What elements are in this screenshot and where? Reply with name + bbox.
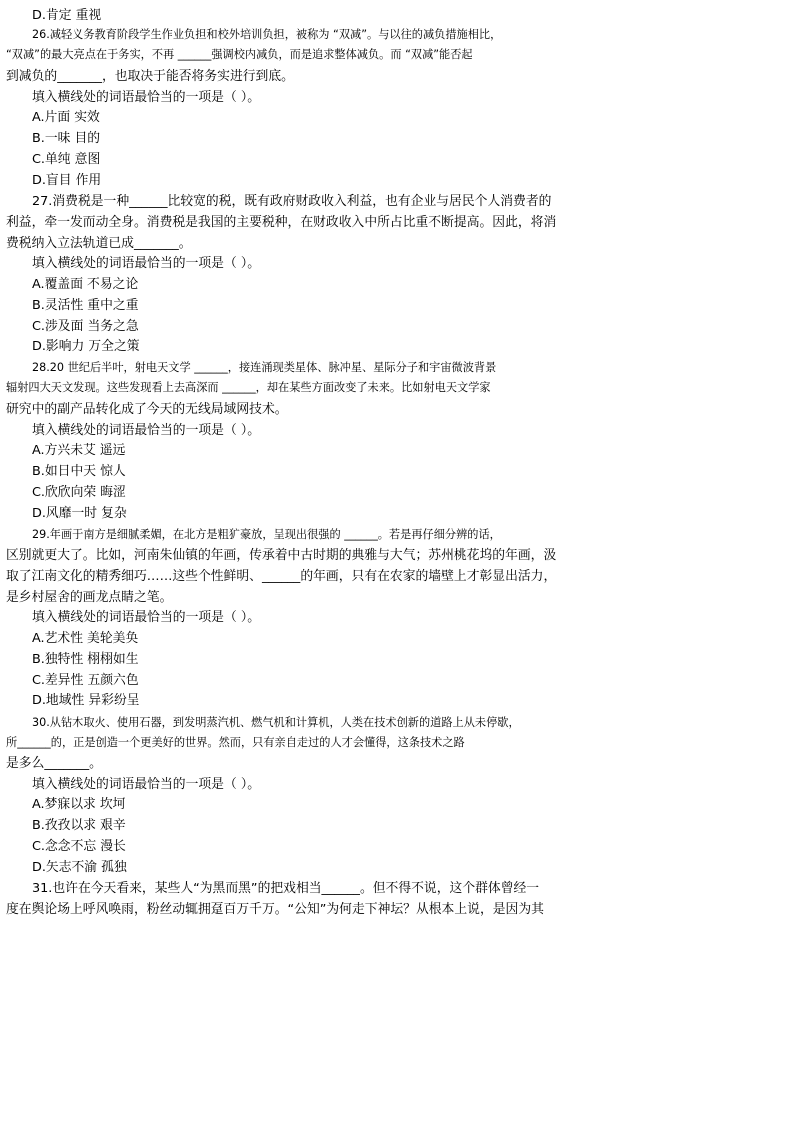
text-line: 辐射四大天文发现。这些发现看上去高深而 ______，却在某些方面改变了未来。比如射电天文学家 bbox=[6, 381, 491, 394]
answer-option: C.欣欣向荣 晦涩 bbox=[32, 485, 126, 500]
question-stem: 29.年画于南方是细腻柔媚，在北方是粗犷豪放，呈现出很强的 ______。若是再仔细分辨的话， bbox=[32, 528, 501, 541]
answer-option: D.盲目 作用 bbox=[32, 173, 102, 188]
question-stem: 30.从钻木取火、使用石器，到发明蒸汽机、燃气机和计算机，人类在技术创新的道路上从未停歇， bbox=[32, 716, 520, 729]
question-prompt: 填入横线处的词语最恰当的一项是（ ）。 bbox=[32, 423, 261, 438]
answer-option: B.灵活性 重中之重 bbox=[32, 298, 139, 313]
answer-option: A.片面 实效 bbox=[32, 110, 100, 125]
answer-option: D.地域性 异彩纷呈 bbox=[32, 693, 140, 708]
question-prompt: 填入横线处的词语最恰当的一项是（ ）。 bbox=[32, 610, 261, 625]
text-line: 取了江南文化的精秀细巧……这些个性鲜明、______的年画，只有在农家的墙壁上才彰显出活力， bbox=[6, 569, 557, 584]
text-line: 是多么_______。 bbox=[6, 756, 102, 771]
question-stem: 31.也许在今天看来，某些人“为黑而黑”的把戏相当______。但不得不说，这个群体曾经一 bbox=[32, 881, 540, 896]
answer-option: A.艺术性 美轮美奂 bbox=[32, 631, 139, 646]
text-line: 研究中的副产品转化成了今天的无线局域网技术。 bbox=[6, 402, 288, 417]
answer-option: D.矢志不渝 孤独 bbox=[32, 860, 127, 875]
text-line: 是乡村屋舍的画龙点睛之笔。 bbox=[6, 590, 173, 605]
answer-option: B.如日中天 惊人 bbox=[32, 464, 126, 479]
answer-option: C.涉及面 当务之急 bbox=[32, 319, 139, 334]
answer-option: B.独特性 栩栩如生 bbox=[32, 652, 139, 667]
question-prompt: 填入横线处的词语最恰当的一项是（ ）。 bbox=[32, 90, 261, 105]
question-prompt: 填入横线处的词语最恰当的一项是（ ）。 bbox=[32, 777, 261, 792]
answer-option: D.影响力 万全之策 bbox=[32, 339, 140, 354]
text-line: 所______的，正是创造一个更美好的世界。然而，只有亲自走过的人才会懂得，这条技术之路 bbox=[6, 736, 465, 749]
answer-option: B.孜孜以求 艰辛 bbox=[32, 818, 126, 833]
answer-option: D.肯定 重视 bbox=[32, 8, 102, 23]
answer-option: A.方兴未艾 遥远 bbox=[32, 443, 126, 458]
question-prompt: 填入横线处的词语最恰当的一项是（ ）。 bbox=[32, 256, 261, 271]
answer-option: B.一味 目的 bbox=[32, 131, 101, 146]
question-stem: 27.消费税是一种______比较宽的税，既有政府财政收入利益，也有企业与居民个人消费者的 bbox=[32, 194, 552, 209]
question-stem: 28.20 世纪后半叶，射电天文学 ______，接连涌现类星体、脉冲星、星际分子和宇宙微波背景 bbox=[32, 361, 497, 374]
text-line: 利益，牵一发而动全身。消费税是我国的主要税种，在财政收入中所占比重不断提高。因此，将消 bbox=[6, 215, 557, 230]
question-stem: 26.减轻义务教育阶段学生作业负担和校外培训负担，被称为 “双减”。与以往的减负措施相比， bbox=[32, 28, 502, 41]
answer-option: C.念念不忘 漫长 bbox=[32, 839, 126, 854]
text-line: “双减”的最大亮点在于务实，不再 ______强调校内减负，而是追求整体减负。而 “双减”能否起 bbox=[6, 48, 473, 61]
answer-option: C.单纯 意图 bbox=[32, 152, 101, 167]
text-line: 费税纳入立法轨道已成_______。 bbox=[6, 236, 192, 251]
text-line: 到减负的_______，也取决于能否将务实进行到底。 bbox=[6, 69, 294, 84]
answer-option: A.覆盖面 不易之论 bbox=[32, 277, 139, 292]
answer-option: D.风靡一时 复杂 bbox=[32, 506, 127, 521]
answer-option: A.梦寐以求 坎坷 bbox=[32, 797, 126, 812]
text-line: 度在舆论场上呼风唤雨，粉丝动辄拥趸百万千万。“公知”为何走下神坛？从根本上说，是因为其 bbox=[6, 902, 544, 917]
answer-option: C.差异性 五颜六色 bbox=[32, 673, 139, 688]
text-line: 区别就更大了。比如，河南朱仙镇的年画，传承着中古时期的典雅与大气；苏州桃花坞的年画，汲 bbox=[6, 548, 557, 563]
